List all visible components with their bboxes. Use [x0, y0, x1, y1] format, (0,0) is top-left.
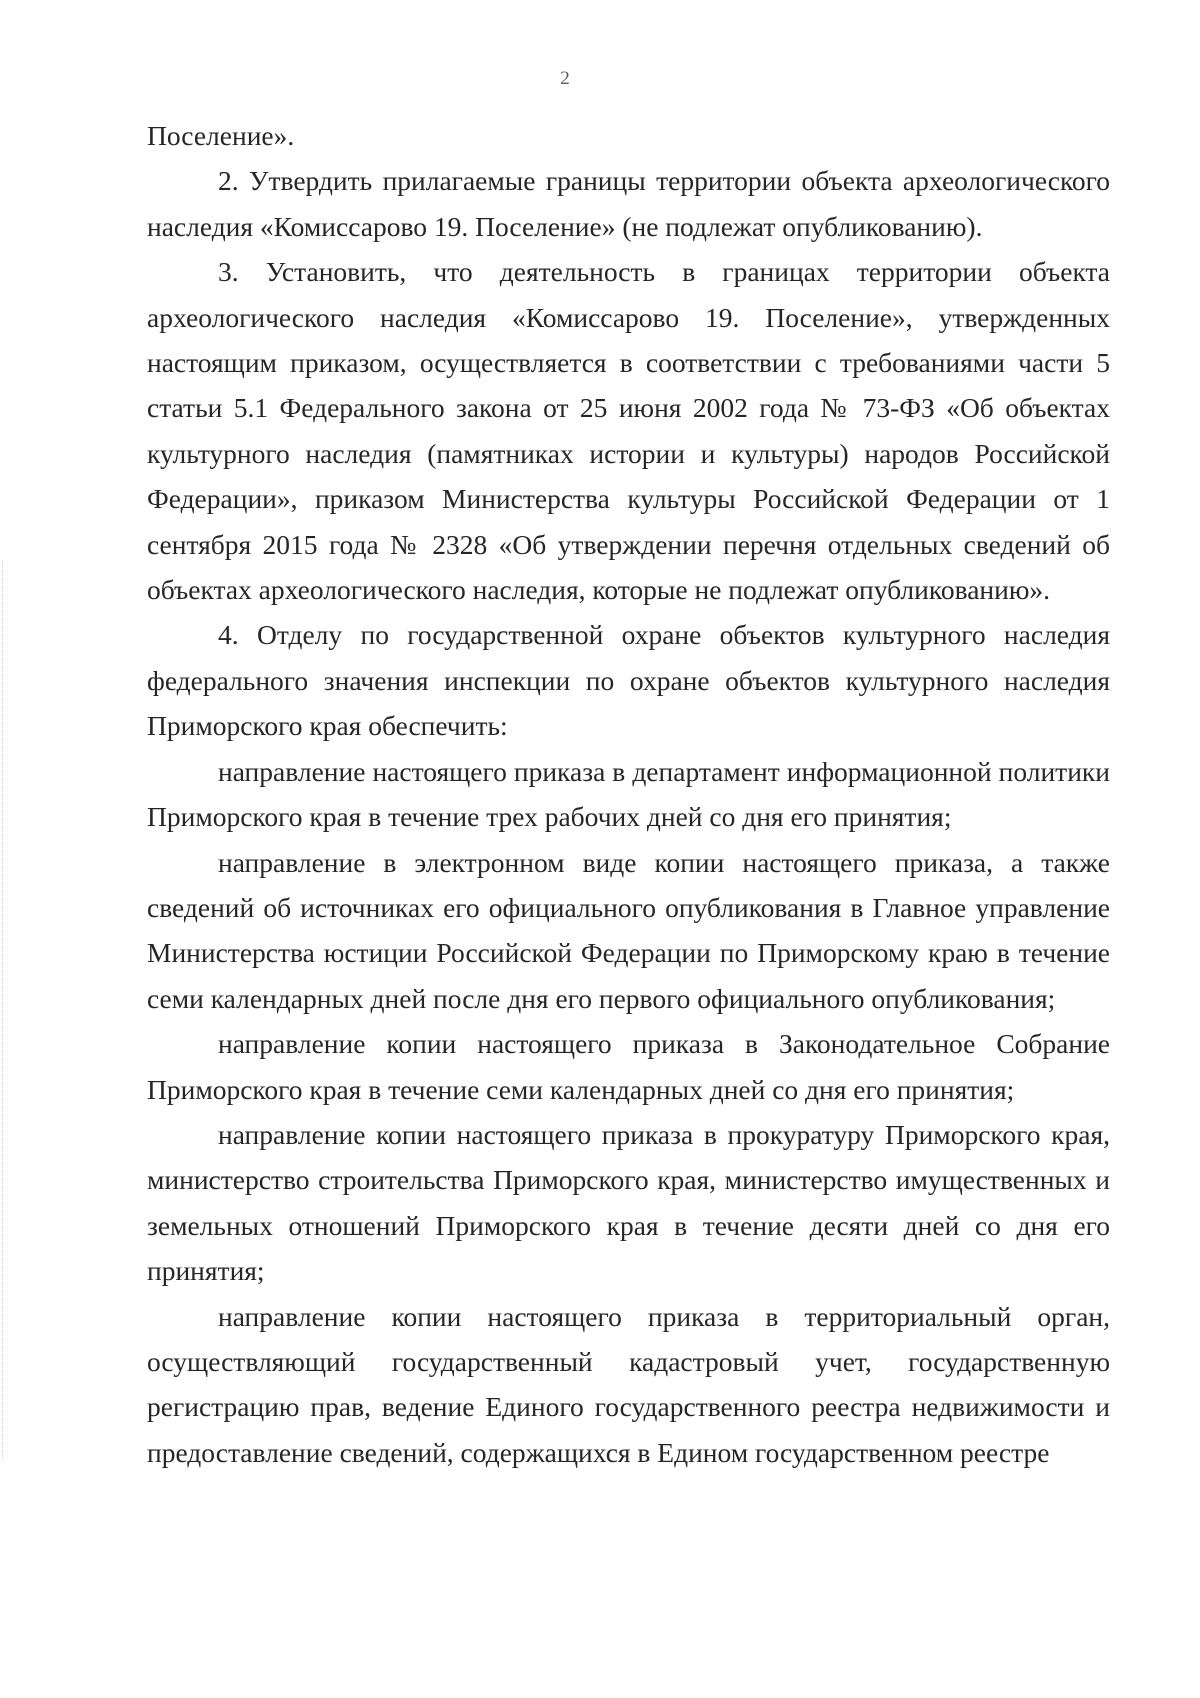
paragraph-subitem-legislative-assembly: направление копии настоящего приказа в Законодательное Собрание Приморского края в течение семи календарных дней со дня его принятия;: [147, 1028, 1110, 1105]
paragraph-subitem-prosecutor: направление копии настоящего приказа в прокуратуру Приморского края, министерство строительства Приморского края, министерство имущественных и земельных отношений Приморского края в течение десяти дней со дня его принятия;: [147, 1118, 1110, 1287]
paragraph-subitem-ministry-justice: направление в электронном виде копии настоящего приказа, а также сведений об источниках его официального опубликования в Главное управление Министерства юстиции Российской Федерации по Приморскому краю в течение семи календарных дней после дня его первого официального опубликования;: [147, 846, 1110, 1014]
paragraph-item-4: 4. Отделу по государственной охране объектов культурного наследия федерального значения инспекции по охране объектов культурного наследия Приморского края обеспечить:: [147, 619, 1110, 742]
paragraph-subitem-cadastre: направление копии настоящего приказа в территориальный орган, осуществляющий государственный кадастровый учет, государственную регистрацию прав, ведение Единого государственного реестра недвижимости и предоставление сведений, содержащихся в Едином государственном реестре: [147, 1300, 1110, 1468]
paragraph-item-2: 2. Утвердить прилагаемые границы территории объекта археологического наследия «Комиссарово 19. Поселение» (не подлежат опубликованию).: [147, 165, 1110, 242]
paragraph-subitem-department: направление настоящего приказа в департамент информационной политики Приморского края в течение трех рабочих дней со дня его принятия;: [147, 755, 1110, 833]
document-body: [147, 113, 1110, 1475]
paragraph-continuation: Поселение».: [147, 120, 295, 151]
page-number: 2: [560, 68, 570, 89]
scan-edge-mark: [2, 560, 4, 1460]
paragraph-item-3: 3. Установить, что деятельность в границах территории объекта археологического наследия «Комиссарово 19. Поселение», утвержденных настоящим приказом, осуществляется в соответствии с требованиями части 5 статьи 5.1 Федерального закона от 25 июня 2002 года № 73-ФЗ «Об объектах культурного наследия (памятниках истории и культуры) народов Российской Федерации», приказом Министерства культуры Российской Федерации от 1 сентября 2015 года № 2328 «Об утверждении перечня отдельных сведений об объектах археологического наследия, которые не подлежат опубликованию».: [147, 256, 1110, 606]
